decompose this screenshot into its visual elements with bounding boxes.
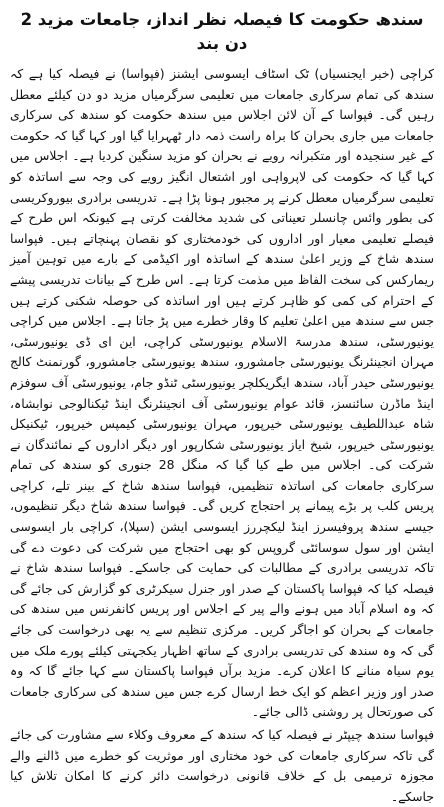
article-headline: سندھ حکومت کا فیصلہ نظر انداز، جامعات مزید 2 دن بند bbox=[20, 10, 424, 53]
article-paragraph-1: کراچی (خبر ایجنسیاں) ٹک اسٹاف ایسوسی ایشنز (فپواسا) نے فیصلہ کیا ہے کہ سندھ کی تمام سرکاری جامعات میں تعلیمی سرگرمیاں مزید دو دن کیلئے معطل رہیں گی۔ فپواسا کے آن لائن اجلاس میں سندھ حکومت کو سندھ کی سرکاری جامعات میں جاری بحران کا براہ راست ذمہ دار ٹھہرایا گیا اور کہا گیا کہ حکومت کے غیر سنجیدہ اور متکبرانہ رویے نے بحران کو مزید سنگین کردیا ہے۔ اجلاس میں کہا گیا کہ حکومت کی لاپرواہی اور اشتعال انگیز رویے کی وجہ سے اساتذہ کو تعلیمی سرگرمیاں معطل کرنے پر مجبور ہونا پڑا ہے۔ تدریسی برادری بیوروکریسی کی بطور وائس چانسلر تعیناتی کی شدید مخالفت کرتی ہے کیونکہ اس طرح کے فیصلے تعلیمی معیار اور اداروں کی خودمختاری کو نقصان پہنچاتے ہیں۔ فپواسا سندھ شاخ کے وزیر اعلیٰ سندھ کے اساتذہ اور اکیڈمی کے بارے میں توہین آمیز ریمارکس کی سخت الفاظ میں مذمت کرتا ہے۔ اس طرح کے بیانات تدریسی پیشے کے احترام کی کمی کو ظاہر کرتے ہیں اور اساتذہ کی حوصلہ شکنی کرتے ہیں جس سے سندھ میں اعلیٰ تعلیم کا وقار خطرے میں پڑ جاتا ہے۔ اجلاس میں کراچی یونیورسٹی، سندھ مدرسۃ الاسلام یونیورسٹی کراچی، این ای ڈی یونیورسٹی، مہران انجینئرنگ یونیورسٹی جامشورو، سندھ یونیورسٹی جامشورو، گورنمنٹ کالج یونیورسٹی حیدر آباد، سندھ ایگریکلچر یونیورسٹی ٹنڈو جام، یونیورسٹی آف سوفزم اینڈ ماڈرن سائنسز، قائد عوام یونیورسٹی آف انجینئرنگ اینڈ ٹیکنالوجی نوابشاہ، شاہ عبداللطیف یونیورسٹی خیرپور، مہران یونیورسٹی کیمپس خیرپور، ٹیکنیکل یونیورسٹی خیرپور، شیخ ایاز یونیورسٹی شکارپور اور دیگر اداروں کے نمائندگان نے شرکت کی۔ اجلاس میں طے کیا گیا کہ منگل 28 جنوری کو سندھ کی تمام سرکاری جامعات کی اساتذہ تنظیمیں، فپواسا سندھ شاخ کے بینر تلے، کراچی پریس کلب پر بڑے پیمانے پر احتجاج کریں گی۔ فپواسا سندھ شاخ دیگر تنظیموں، جیسے سندھ پروفیسرز اینڈ لیکچررز ایسوسی ایشن (سپلا)، کراچی بار ایسوسی ایشن اور سول سوسائٹی گروپس کو بھی احتجاج میں شرکت کی دعوت دے گی تاکہ تدریسی برادری کے مطالبات کی حمایت کی جاسکے۔ فپواسا سندھ شاخ نے فیصلہ کیا کہ فپواسا پاکستان کے صدر اور جنرل سیکرٹری کو گزارش کی جائے گی کہ وہ اسلام آباد میں ہونے والے پیر کے اجلاس اور پریس کانفرنس میں سندھ کی جامعات کے بحران کو اجاگر کریں۔ مرکزی تنظیم سے یہ بھی درخواست کی جائے گی کہ وہ سندھ کی تدریسی برادری کے ساتھ اظہار یکجہتی کیلئے پورے ملک میں یوم سیاہ منانے کا اعلان کرے۔ مزید برآں فپواسا پاکستان سے کہا جائے گا کہ وہ صدر اور وزیر اعظم کو ایک خط ارسال کرے جس میں سندھ کی سرکاری جامعات کی صورتحال پر روشنی ڈالی جائے۔ bbox=[10, 66, 434, 720]
article-paragraph-2: فپواسا سندھ چیپٹر نے فیصلہ کیا کہ سندھ کے معروف وکلاء سے مشاورت کی جائے گی تاکہ سرکاری جامعات کی خود مختاری اور موثریت کو خطرے میں ڈالنے والے مجوزہ ترمیمی بل کے خلاف قانونی درخواست دائر کرنے کا امکان تلاش کیا جاسکے۔ bbox=[10, 727, 434, 804]
